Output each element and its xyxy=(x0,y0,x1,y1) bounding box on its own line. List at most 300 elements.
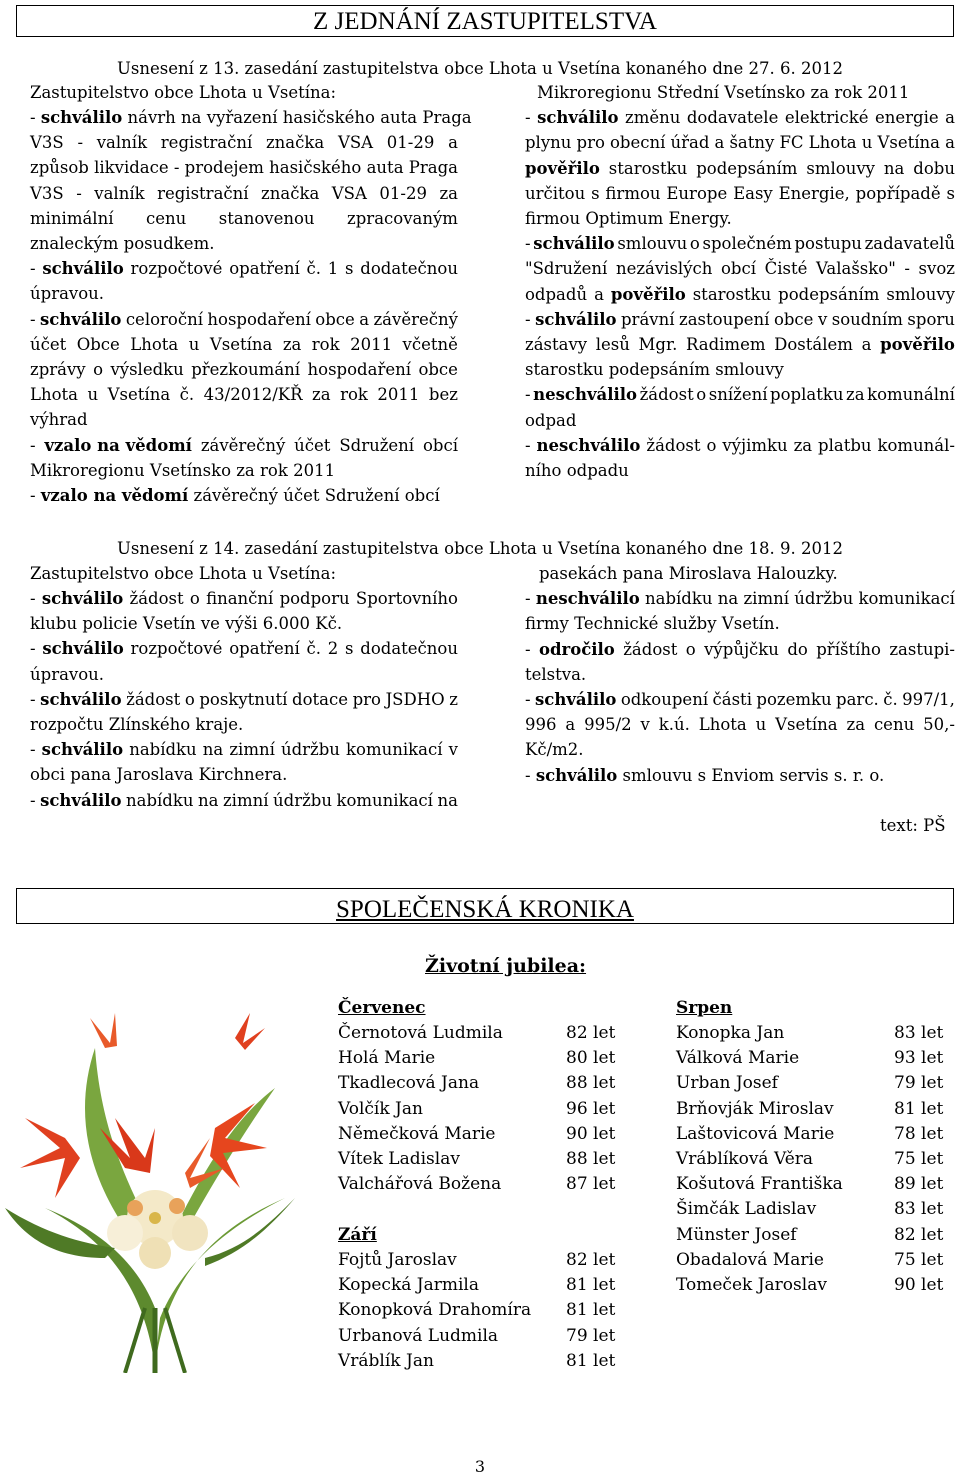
word: zastoupení xyxy=(679,309,770,329)
word: opatření xyxy=(229,639,300,659)
resolution-keyword: neschválilo xyxy=(535,589,640,609)
text-line xyxy=(30,181,458,206)
text-line xyxy=(30,433,458,458)
session-14-intro: Zastupitelstvo obce Lhota u Vsetína: xyxy=(30,564,337,583)
word: o xyxy=(685,639,696,659)
word: o xyxy=(184,689,195,709)
text-line xyxy=(525,332,955,357)
resolution-keyword: schválilo xyxy=(42,259,124,279)
author-note: text: PŠ xyxy=(880,816,946,835)
word: odpadů xyxy=(525,284,588,304)
word: hospodaření xyxy=(307,360,411,379)
word: energie xyxy=(874,108,939,128)
jubilant-age: 83 let xyxy=(894,1023,944,1043)
jubilant-age: 80 let xyxy=(566,1048,616,1069)
text-line xyxy=(30,155,458,180)
word xyxy=(533,231,614,256)
resolution-keyword: pověřilo xyxy=(525,158,600,178)
word: poplatku xyxy=(770,385,844,405)
word: postupu xyxy=(794,234,862,254)
jubilant-age: 82 let xyxy=(566,1023,616,1043)
jubilant-age: 79 let xyxy=(894,1073,944,1094)
resolution-keyword: pověřilo xyxy=(610,284,686,304)
text-line xyxy=(525,156,955,181)
jubilant-name: Válková Marie xyxy=(676,1048,800,1069)
word: V3S xyxy=(30,133,64,153)
word: nabídku xyxy=(129,740,197,760)
word: úřad xyxy=(670,133,710,153)
jubilant-name: Urban Josef xyxy=(676,1073,778,1094)
text-line: rozpočtu Zlínského kraje. xyxy=(30,715,244,734)
word: - xyxy=(30,790,36,810)
word: č. xyxy=(306,639,321,659)
jubilee-row xyxy=(676,1273,954,1298)
text-line xyxy=(30,307,458,332)
word: "Sdružení xyxy=(525,259,608,279)
word: - xyxy=(30,435,36,455)
word: závěrečný xyxy=(373,309,458,329)
jubilee-row xyxy=(338,1273,626,1298)
word: o xyxy=(706,435,717,455)
jubilee-row xyxy=(338,1071,626,1096)
word: 2011 xyxy=(350,334,393,354)
jubilant-age: 89 let xyxy=(894,1174,944,1195)
word: podepsáním xyxy=(696,158,798,178)
session-13-title: Usnesení z 13. zasedání zastupitelstva obce Lhota u Vsetína konaného dne 27. 6. 2012 xyxy=(116,59,844,78)
word: lesů xyxy=(595,335,630,354)
word: hospodaření xyxy=(207,309,311,329)
jubilee-row xyxy=(338,1298,626,1323)
word: Vsetína xyxy=(209,334,273,354)
word: zadavatelů xyxy=(864,234,955,254)
text-line xyxy=(30,256,458,281)
word: o xyxy=(93,360,103,379)
word: části xyxy=(712,690,752,709)
text-line: Mikroregionu Vsetínsko za rok 2011 xyxy=(30,460,336,480)
word: celoroční xyxy=(125,309,203,329)
word: Valašsko" xyxy=(815,259,896,279)
word: prodejem xyxy=(184,158,264,178)
text-line: - schválilo smlouvu s Enviom servis s. r. o. xyxy=(525,765,885,785)
word: cenu xyxy=(146,208,187,228)
word: popřípadě xyxy=(855,183,941,203)
month-heading-zari: Září xyxy=(338,1225,377,1245)
word: komunál- xyxy=(877,435,955,455)
jubilee-row xyxy=(338,1172,626,1197)
word: a xyxy=(714,133,725,153)
word: společném xyxy=(702,234,792,254)
word: odkoupení xyxy=(620,690,709,709)
word: přezkoumání xyxy=(191,360,301,379)
jubilant-name: Holá Marie xyxy=(338,1048,436,1069)
word: určitou xyxy=(525,183,586,203)
word: cenu xyxy=(873,715,915,735)
word: s xyxy=(946,183,955,203)
jubilant-age: 96 let xyxy=(566,1098,616,1119)
resolution-keyword: neschválilo xyxy=(536,435,641,455)
resolution-keyword: schválilo xyxy=(40,790,122,810)
word: - xyxy=(173,158,180,178)
word: dodatečnou xyxy=(360,639,458,659)
text-line xyxy=(525,105,955,130)
jubilant-age: 87 let xyxy=(566,1174,616,1195)
word: žádost xyxy=(646,435,701,455)
jubilee-row xyxy=(338,1324,626,1349)
word: značka xyxy=(261,183,320,203)
word: 2 xyxy=(327,639,339,659)
word: obce xyxy=(315,309,355,329)
word: - xyxy=(30,639,36,659)
word: v xyxy=(448,740,458,760)
word xyxy=(42,636,123,661)
text-line xyxy=(525,256,955,281)
word: zimní xyxy=(743,589,789,609)
word: o xyxy=(696,385,707,405)
jubilant-age: 88 let xyxy=(566,1073,616,1094)
word: na xyxy=(202,740,224,760)
word: způsob xyxy=(30,158,89,178)
word: - xyxy=(30,589,36,608)
word: V3S xyxy=(30,183,64,203)
word: a xyxy=(594,284,604,304)
jubilee-row xyxy=(676,1071,954,1096)
word xyxy=(42,256,123,281)
word: nezávislých xyxy=(615,259,713,279)
word xyxy=(40,687,121,712)
word: Dostálem xyxy=(774,335,853,354)
word: k.ú. xyxy=(658,715,690,735)
word: sporu xyxy=(907,309,955,329)
word: minimální xyxy=(30,208,114,228)
word: komunikací xyxy=(858,589,955,609)
word: Easy xyxy=(733,183,773,203)
word: údržbu xyxy=(273,790,332,810)
jubilee-row xyxy=(676,1223,954,1248)
word: valník xyxy=(96,133,148,153)
jubilant-name: Obadalová Marie xyxy=(676,1249,824,1270)
word: auta xyxy=(366,158,404,178)
text-line: - schválilo návrh na vyřazení hasičského auta Praga xyxy=(30,108,472,127)
word: žádost xyxy=(623,639,678,659)
resolution-keyword: schválilo xyxy=(41,589,124,608)
word: obce xyxy=(418,360,458,379)
jubilee-row xyxy=(676,1172,954,1197)
jubilant-age: 83 let xyxy=(894,1199,944,1220)
word: za xyxy=(846,715,866,735)
jubilant-name: Tomeček Jaroslav xyxy=(676,1275,827,1295)
flower-bouquet-image xyxy=(5,1008,305,1373)
text-line: obci pana Jaroslava Kirchnera. xyxy=(30,765,288,785)
word: pozemku xyxy=(756,690,832,709)
word: Mgr. xyxy=(638,335,678,354)
text-line: výhrad xyxy=(30,410,88,430)
section-title: Z JEDNÁNÍ ZASTUPITELSTVA xyxy=(313,8,657,35)
word: výpůjčku xyxy=(704,639,779,659)
text-line: úpravou. xyxy=(30,664,105,684)
text-line: firmy Technické služby Vsetín. xyxy=(525,614,780,634)
resolution-keyword: vzalo na vědomí xyxy=(44,435,192,455)
word: Čisté xyxy=(764,259,808,279)
jubilant-name: Urbanová Ludmila xyxy=(338,1325,499,1346)
word: a xyxy=(861,335,872,354)
jubilant-name: Vítek Ladislav xyxy=(338,1149,460,1169)
word: plynu xyxy=(525,133,572,153)
word: u xyxy=(861,133,873,153)
jubilant-name: Laštovicová Marie xyxy=(676,1123,835,1144)
word: rok xyxy=(311,334,340,354)
word xyxy=(44,433,191,458)
word: značka xyxy=(265,133,325,153)
word: č. xyxy=(883,690,898,709)
word: příštího xyxy=(816,639,881,659)
word: u xyxy=(87,385,99,405)
word: Vsetína xyxy=(877,133,940,153)
word: rozpočtové xyxy=(130,639,223,659)
word: opatření xyxy=(229,259,300,279)
word: obecní xyxy=(610,133,666,153)
word: Obce xyxy=(76,334,120,354)
text-line xyxy=(525,130,955,155)
word: závěrečný xyxy=(200,435,286,455)
word: s xyxy=(591,183,600,203)
word: žádost xyxy=(129,589,184,608)
word: - xyxy=(77,133,84,153)
word: smlouvy xyxy=(806,158,875,178)
jubilant-name: Tkadlecová Jana xyxy=(338,1073,480,1094)
jubilant-age: 78 let xyxy=(894,1123,944,1144)
word: VSA xyxy=(331,183,367,203)
word: obcí xyxy=(422,435,458,455)
jubilant-name: Černotová Ludmila xyxy=(338,1023,503,1043)
word: zimní xyxy=(222,790,269,810)
word: elektrické xyxy=(784,108,869,128)
text-line: telstva. xyxy=(525,664,587,684)
word: finanční xyxy=(206,589,274,608)
word: žádost xyxy=(126,689,181,709)
text-line: odpad xyxy=(525,410,577,430)
text-line: klubu policie Vsetín ve výši 6.000 Kč. xyxy=(30,614,343,634)
text-line: úpravou. xyxy=(30,284,105,304)
resolution-keyword: neschválilo xyxy=(533,385,638,405)
chronicle-title: SPOLEČENSKÁ KRONIKA xyxy=(336,896,634,923)
word: údržbu xyxy=(280,740,340,760)
jubilee-row xyxy=(676,1122,954,1147)
jubilant-name: Volčík Jan xyxy=(338,1098,423,1119)
jubilant-age: 93 let xyxy=(894,1048,944,1069)
word: zástavy xyxy=(525,335,588,354)
jubilant-name: Vráblík Jan xyxy=(338,1350,434,1371)
text-line xyxy=(30,130,458,155)
word: - xyxy=(525,639,531,659)
word: právní xyxy=(621,309,675,329)
word: 50,- xyxy=(923,715,955,735)
resolution-keyword: odročilo xyxy=(538,639,615,659)
word: 43/2012/KŘ xyxy=(203,385,303,405)
text-line: - vzalo na vědomí závěrečný účet Sdružení obcí xyxy=(30,486,440,505)
word: za xyxy=(312,385,331,405)
word: 01-29 xyxy=(386,133,435,153)
text-line: pasekách pana Miroslava Halouzky. xyxy=(539,564,838,583)
word: podporu xyxy=(279,589,350,608)
word: č. xyxy=(306,259,321,279)
jubilant-age: 90 let xyxy=(894,1275,944,1295)
word: dodatečnou xyxy=(360,259,458,279)
word: firmou xyxy=(605,183,661,203)
word: svoz xyxy=(918,259,955,279)
jubilee-row xyxy=(338,1046,626,1071)
jubilant-name: Münster Josef xyxy=(676,1224,797,1245)
word: šatny xyxy=(729,133,775,153)
word: u xyxy=(755,715,767,735)
month-heading-srpen: Srpen xyxy=(676,998,733,1018)
text-line xyxy=(30,206,458,231)
word: výsledku xyxy=(110,360,184,379)
resolution-keyword: schválilo xyxy=(40,108,123,127)
word: 995/2 xyxy=(584,715,632,735)
text-line xyxy=(525,181,955,206)
word: likvidace xyxy=(94,158,169,178)
text-line xyxy=(525,382,955,407)
jubilant-name: Vráblíková Věra xyxy=(676,1149,814,1169)
word: o xyxy=(689,234,700,254)
word: o xyxy=(189,589,200,608)
word: za xyxy=(282,334,302,354)
word xyxy=(880,332,955,357)
jubilant-name: Konopková Drahomíra xyxy=(338,1300,532,1321)
word: Lhota xyxy=(808,133,857,153)
word: - xyxy=(525,435,531,455)
word: Vsetína xyxy=(775,715,838,735)
text-line: firmou Optimum Energy. xyxy=(525,209,732,228)
jubilant-name: Němečková Marie xyxy=(338,1123,496,1144)
word: v xyxy=(817,309,828,329)
word: nabídku xyxy=(645,589,713,609)
word: - xyxy=(525,589,531,609)
word: Praga xyxy=(408,158,458,178)
word: Lhota xyxy=(698,715,747,735)
word: dotace xyxy=(292,689,349,709)
word: 996 xyxy=(525,715,557,735)
text-line: starostku podepsáním smlouvy xyxy=(525,360,784,380)
word: z xyxy=(449,689,458,709)
word: Radimem xyxy=(685,335,766,354)
jubilee-row xyxy=(676,1248,954,1273)
word xyxy=(42,586,123,611)
word: - xyxy=(30,689,36,709)
text-line xyxy=(525,231,955,256)
word: obcí xyxy=(721,259,757,279)
text-line xyxy=(525,687,955,712)
session-13-intro: Zastupitelstvo obce Lhota u Vsetína: xyxy=(30,83,337,102)
word: - xyxy=(525,309,531,329)
resolution-keyword: vzalo na vědomí xyxy=(40,486,189,505)
jubilant-name: Košutová Františka xyxy=(676,1174,843,1195)
jubilee-row xyxy=(338,1147,626,1172)
section-header-box xyxy=(16,5,954,37)
word: JSDHO xyxy=(385,689,445,709)
word: komunikací xyxy=(336,790,433,810)
word: - xyxy=(30,309,36,329)
word: valník xyxy=(94,183,145,203)
jubilant-age: 82 let xyxy=(566,1250,616,1270)
word: - xyxy=(525,385,531,405)
page-number: 3 xyxy=(474,1457,486,1476)
resolution-keyword: pověřilo xyxy=(880,335,955,354)
word: snížení xyxy=(708,385,768,405)
word: Energie, xyxy=(778,183,850,203)
text-line xyxy=(525,586,955,611)
resolution-keyword: schválilo xyxy=(537,108,619,128)
jubilant-name: Fojtů Jaroslav xyxy=(338,1250,457,1270)
word: účet xyxy=(30,334,67,354)
word xyxy=(535,687,616,712)
word: obce xyxy=(773,309,814,329)
jubilant-name: Brňovják Miroslav xyxy=(676,1098,834,1119)
word: včetně xyxy=(402,334,458,354)
text-line xyxy=(30,382,458,407)
word: v xyxy=(640,715,650,735)
word: - xyxy=(30,740,36,760)
jubilant-age: 75 let xyxy=(894,1149,944,1169)
word: zpracovaným xyxy=(347,208,458,228)
word: komunikací xyxy=(346,740,443,760)
word xyxy=(42,737,123,762)
jubilant-name: Kopecká Jarmila xyxy=(338,1275,479,1296)
word: - xyxy=(525,108,531,128)
word: rok xyxy=(340,385,368,405)
jubilee-heading: Životní jubilea: xyxy=(425,955,587,977)
text-line xyxy=(30,357,458,382)
word: nabídku xyxy=(126,790,194,810)
resolution-keyword: schválilo xyxy=(533,234,615,254)
word: platbu xyxy=(818,435,872,455)
word: Europe xyxy=(666,183,728,203)
word: Lhota xyxy=(30,385,78,405)
word: soudním xyxy=(831,309,903,329)
word: - xyxy=(525,690,531,709)
word: VSA xyxy=(337,133,374,153)
jubilee-row xyxy=(338,1248,626,1273)
word xyxy=(536,586,640,611)
resolution-keyword: schválilo xyxy=(534,690,617,709)
text-line xyxy=(30,332,458,357)
jubilant-age: 82 let xyxy=(894,1224,944,1245)
text-line xyxy=(30,788,458,813)
word: bez xyxy=(428,385,458,405)
word: Sdružení xyxy=(339,435,415,455)
text-line: Mikroregionu Střední Vsetínsko za rok 2011 xyxy=(537,83,910,102)
jubilee-row xyxy=(338,1021,626,1046)
jubilant-name: Konopka Jan xyxy=(676,1023,785,1043)
word: na xyxy=(883,158,905,178)
word: 1 xyxy=(327,259,339,279)
jubilant-age: 90 let xyxy=(566,1123,616,1144)
word: na xyxy=(437,790,458,810)
word: a xyxy=(448,133,458,153)
word: 2011 xyxy=(377,385,420,405)
text-line xyxy=(525,282,955,307)
word: - xyxy=(30,259,36,279)
word xyxy=(535,307,616,332)
word xyxy=(537,105,618,130)
word: parc. xyxy=(836,690,879,709)
jubilant-age: 75 let xyxy=(894,1249,944,1270)
word: - xyxy=(525,234,531,254)
word: žádost xyxy=(639,385,694,405)
word: a xyxy=(359,309,370,329)
jubilee-row xyxy=(338,1097,626,1122)
resolution-keyword: schválilo xyxy=(535,309,617,329)
